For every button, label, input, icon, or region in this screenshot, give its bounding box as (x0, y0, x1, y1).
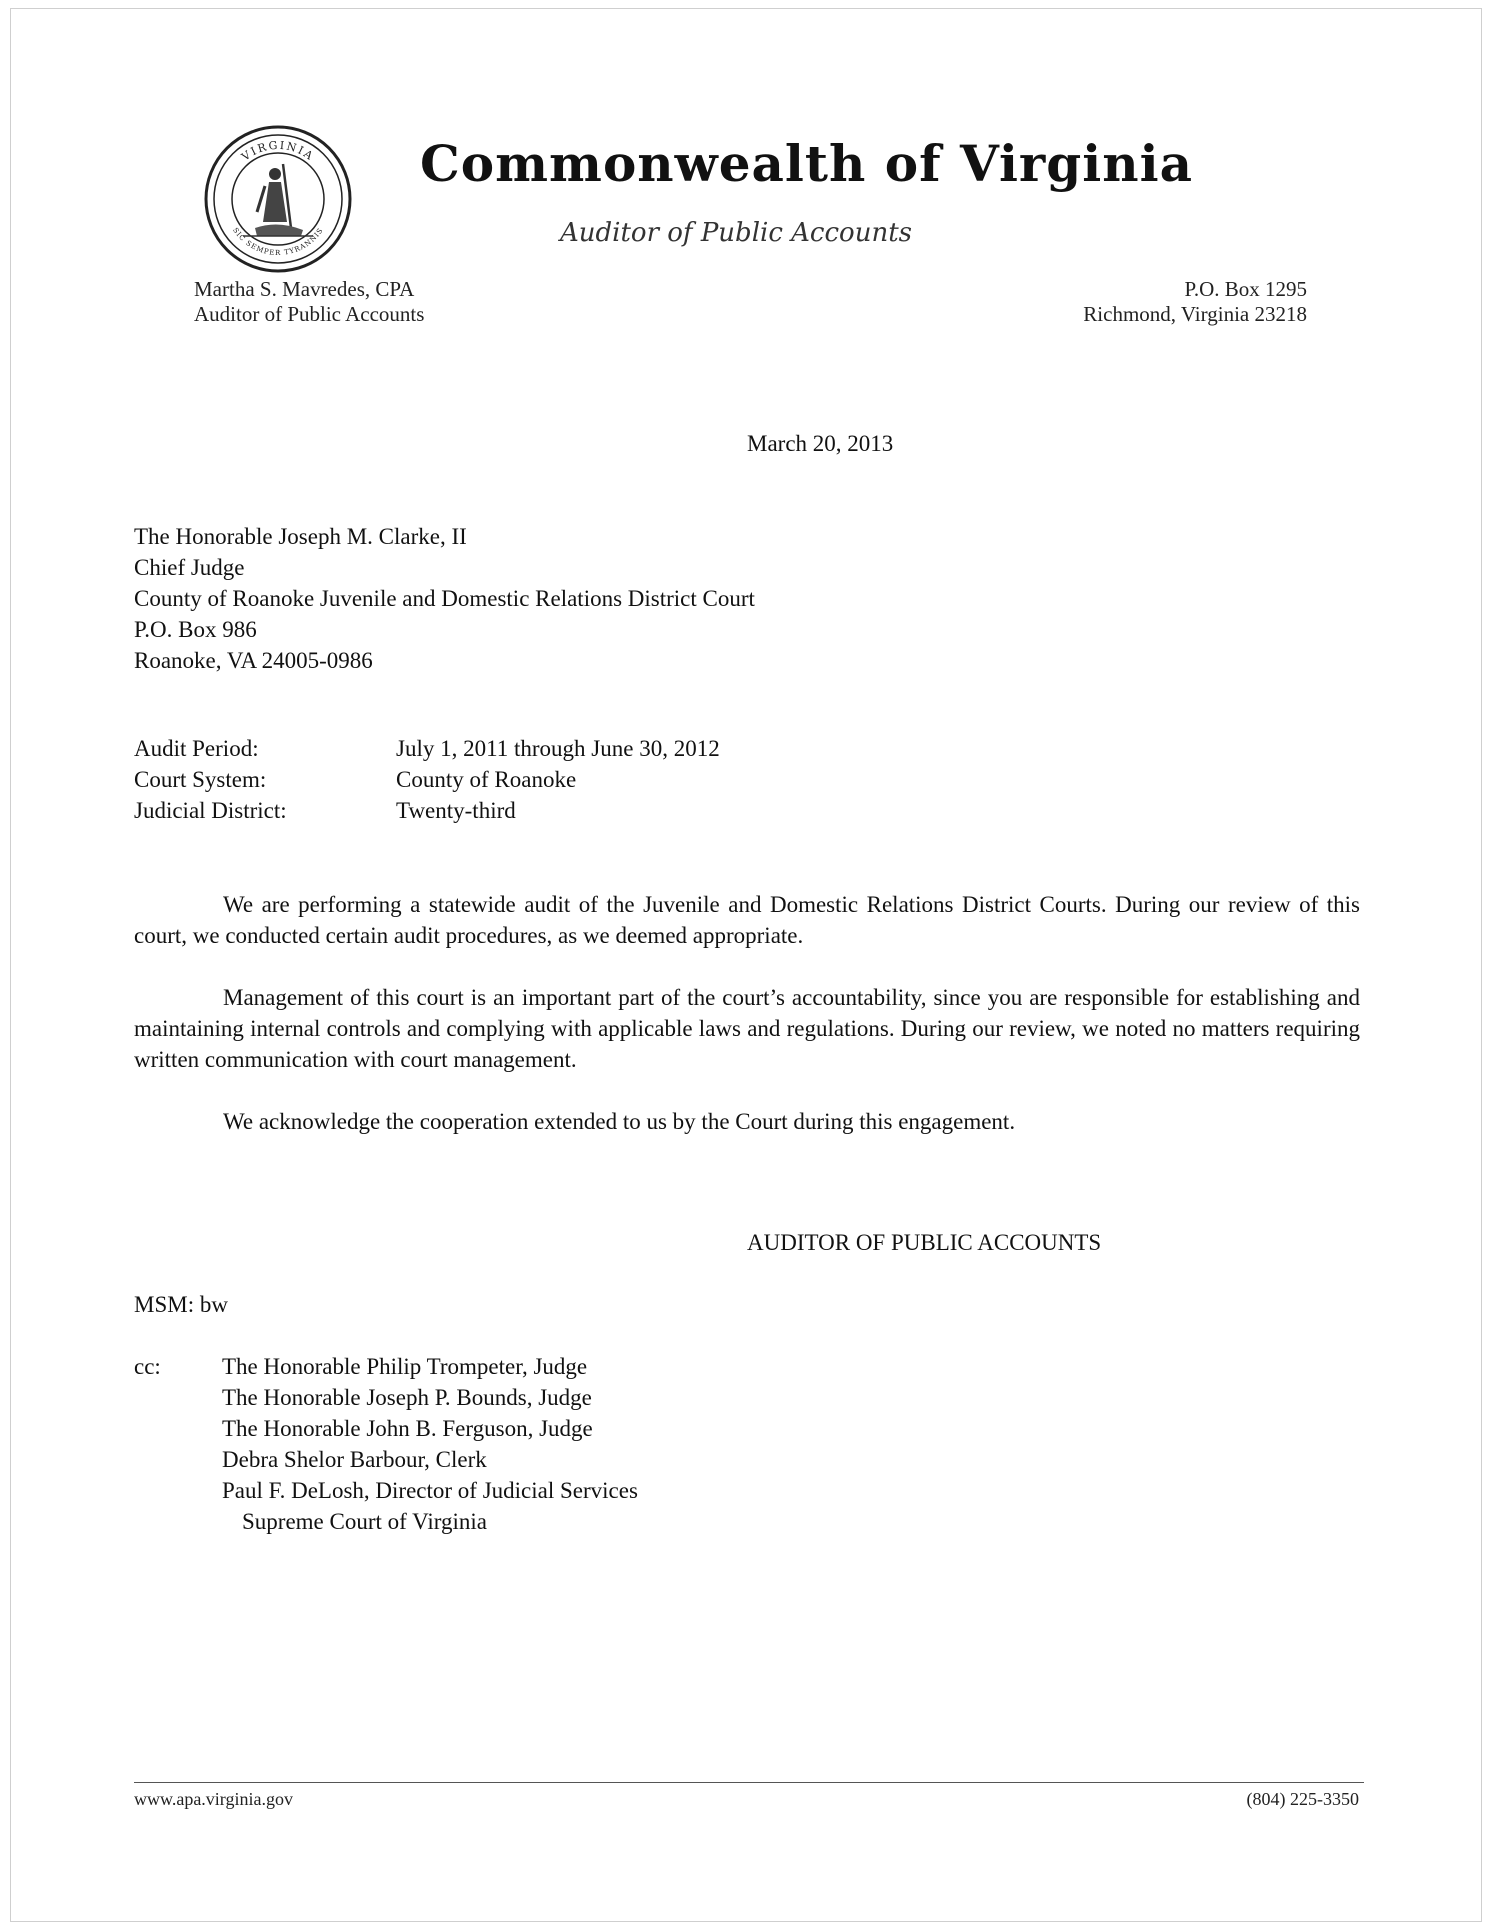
cc-list (222, 1351, 638, 1537)
auditor-name: Martha S. Mavredes, CPA (194, 277, 415, 301)
court-system-value: County of Roanoke (396, 767, 577, 792)
cc-item: The Honorable Joseph P. Bounds, Judge (222, 1385, 592, 1410)
city-state: Richmond, Virginia 23218 (1083, 302, 1307, 326)
paragraph: Management of this court is an important part of the court’s accountability, since you are responsible for establishing and maintaining internal controls and complying with applicable laws and regulations. During our review, we noted no matters requiring written communication with court management. (134, 985, 1360, 1072)
cc-item: Debra Shelor Barbour, Clerk (222, 1447, 487, 1472)
footer-website: www.apa.virginia.gov (134, 1789, 293, 1809)
recipient-line: Roanoke, VA 24005-0986 (134, 648, 373, 673)
cc-label: cc: (134, 1354, 161, 1379)
recipient-line: The Honorable Joseph M. Clarke, II (134, 524, 467, 549)
cc-item: The Honorable John B. Ferguson, Judge (222, 1416, 593, 1441)
footer-phone: (804) 225-3350 (1246, 1789, 1359, 1809)
virginia-seal-logo (203, 124, 353, 274)
audit-period-value: July 1, 2011 through June 30, 2012 (396, 736, 720, 761)
signature-block: AUDITOR OF PUBLIC ACCOUNTS (747, 1230, 1102, 1255)
po-box: P.O. Box 1295 (1184, 277, 1307, 301)
recipient-address (134, 521, 755, 676)
letter-date: March 20, 2013 (747, 431, 894, 456)
auditor-title: Auditor of Public Accounts (194, 302, 425, 326)
recipient-line: P.O. Box 986 (134, 617, 257, 642)
court-system-label: Court System: (134, 767, 267, 792)
letterhead-title: Commonwealth of Virginia (420, 134, 1193, 193)
paragraph: We acknowledge the cooperation extended to us by the Court during this engagement. (223, 1109, 1016, 1134)
recipient-line: County of Roanoke Juvenile and Domestic Relations District Court (134, 586, 755, 611)
svg-text:VIRGINIA: VIRGINIA (239, 138, 317, 164)
footer-divider (134, 1782, 1364, 1783)
recipient-line: Chief Judge (134, 555, 245, 580)
letterhead-subtitle: Auditor of Public Accounts (560, 218, 912, 248)
audit-period-label: Audit Period: (134, 736, 259, 761)
cc-item: Supreme Court of Virginia (242, 1509, 487, 1534)
paragraph: We are performing a statewide audit of the Juvenile and Domestic Relations District Courts. During our review of this court, we conducted certain audit procedures, as we deemed appropriate. (134, 892, 1360, 948)
svg-text:SIC SEMPER TYRANNIS: SIC SEMPER TYRANNIS (231, 226, 325, 258)
judicial-district-label: Judicial District: (134, 798, 287, 823)
typist-initials: MSM: bw (134, 1292, 228, 1317)
cc-item: Paul F. DeLosh, Director of Judicial Services (222, 1478, 638, 1503)
judicial-district-value: Twenty-third (396, 798, 516, 823)
cc-item: The Honorable Philip Trompeter, Judge (222, 1354, 588, 1379)
